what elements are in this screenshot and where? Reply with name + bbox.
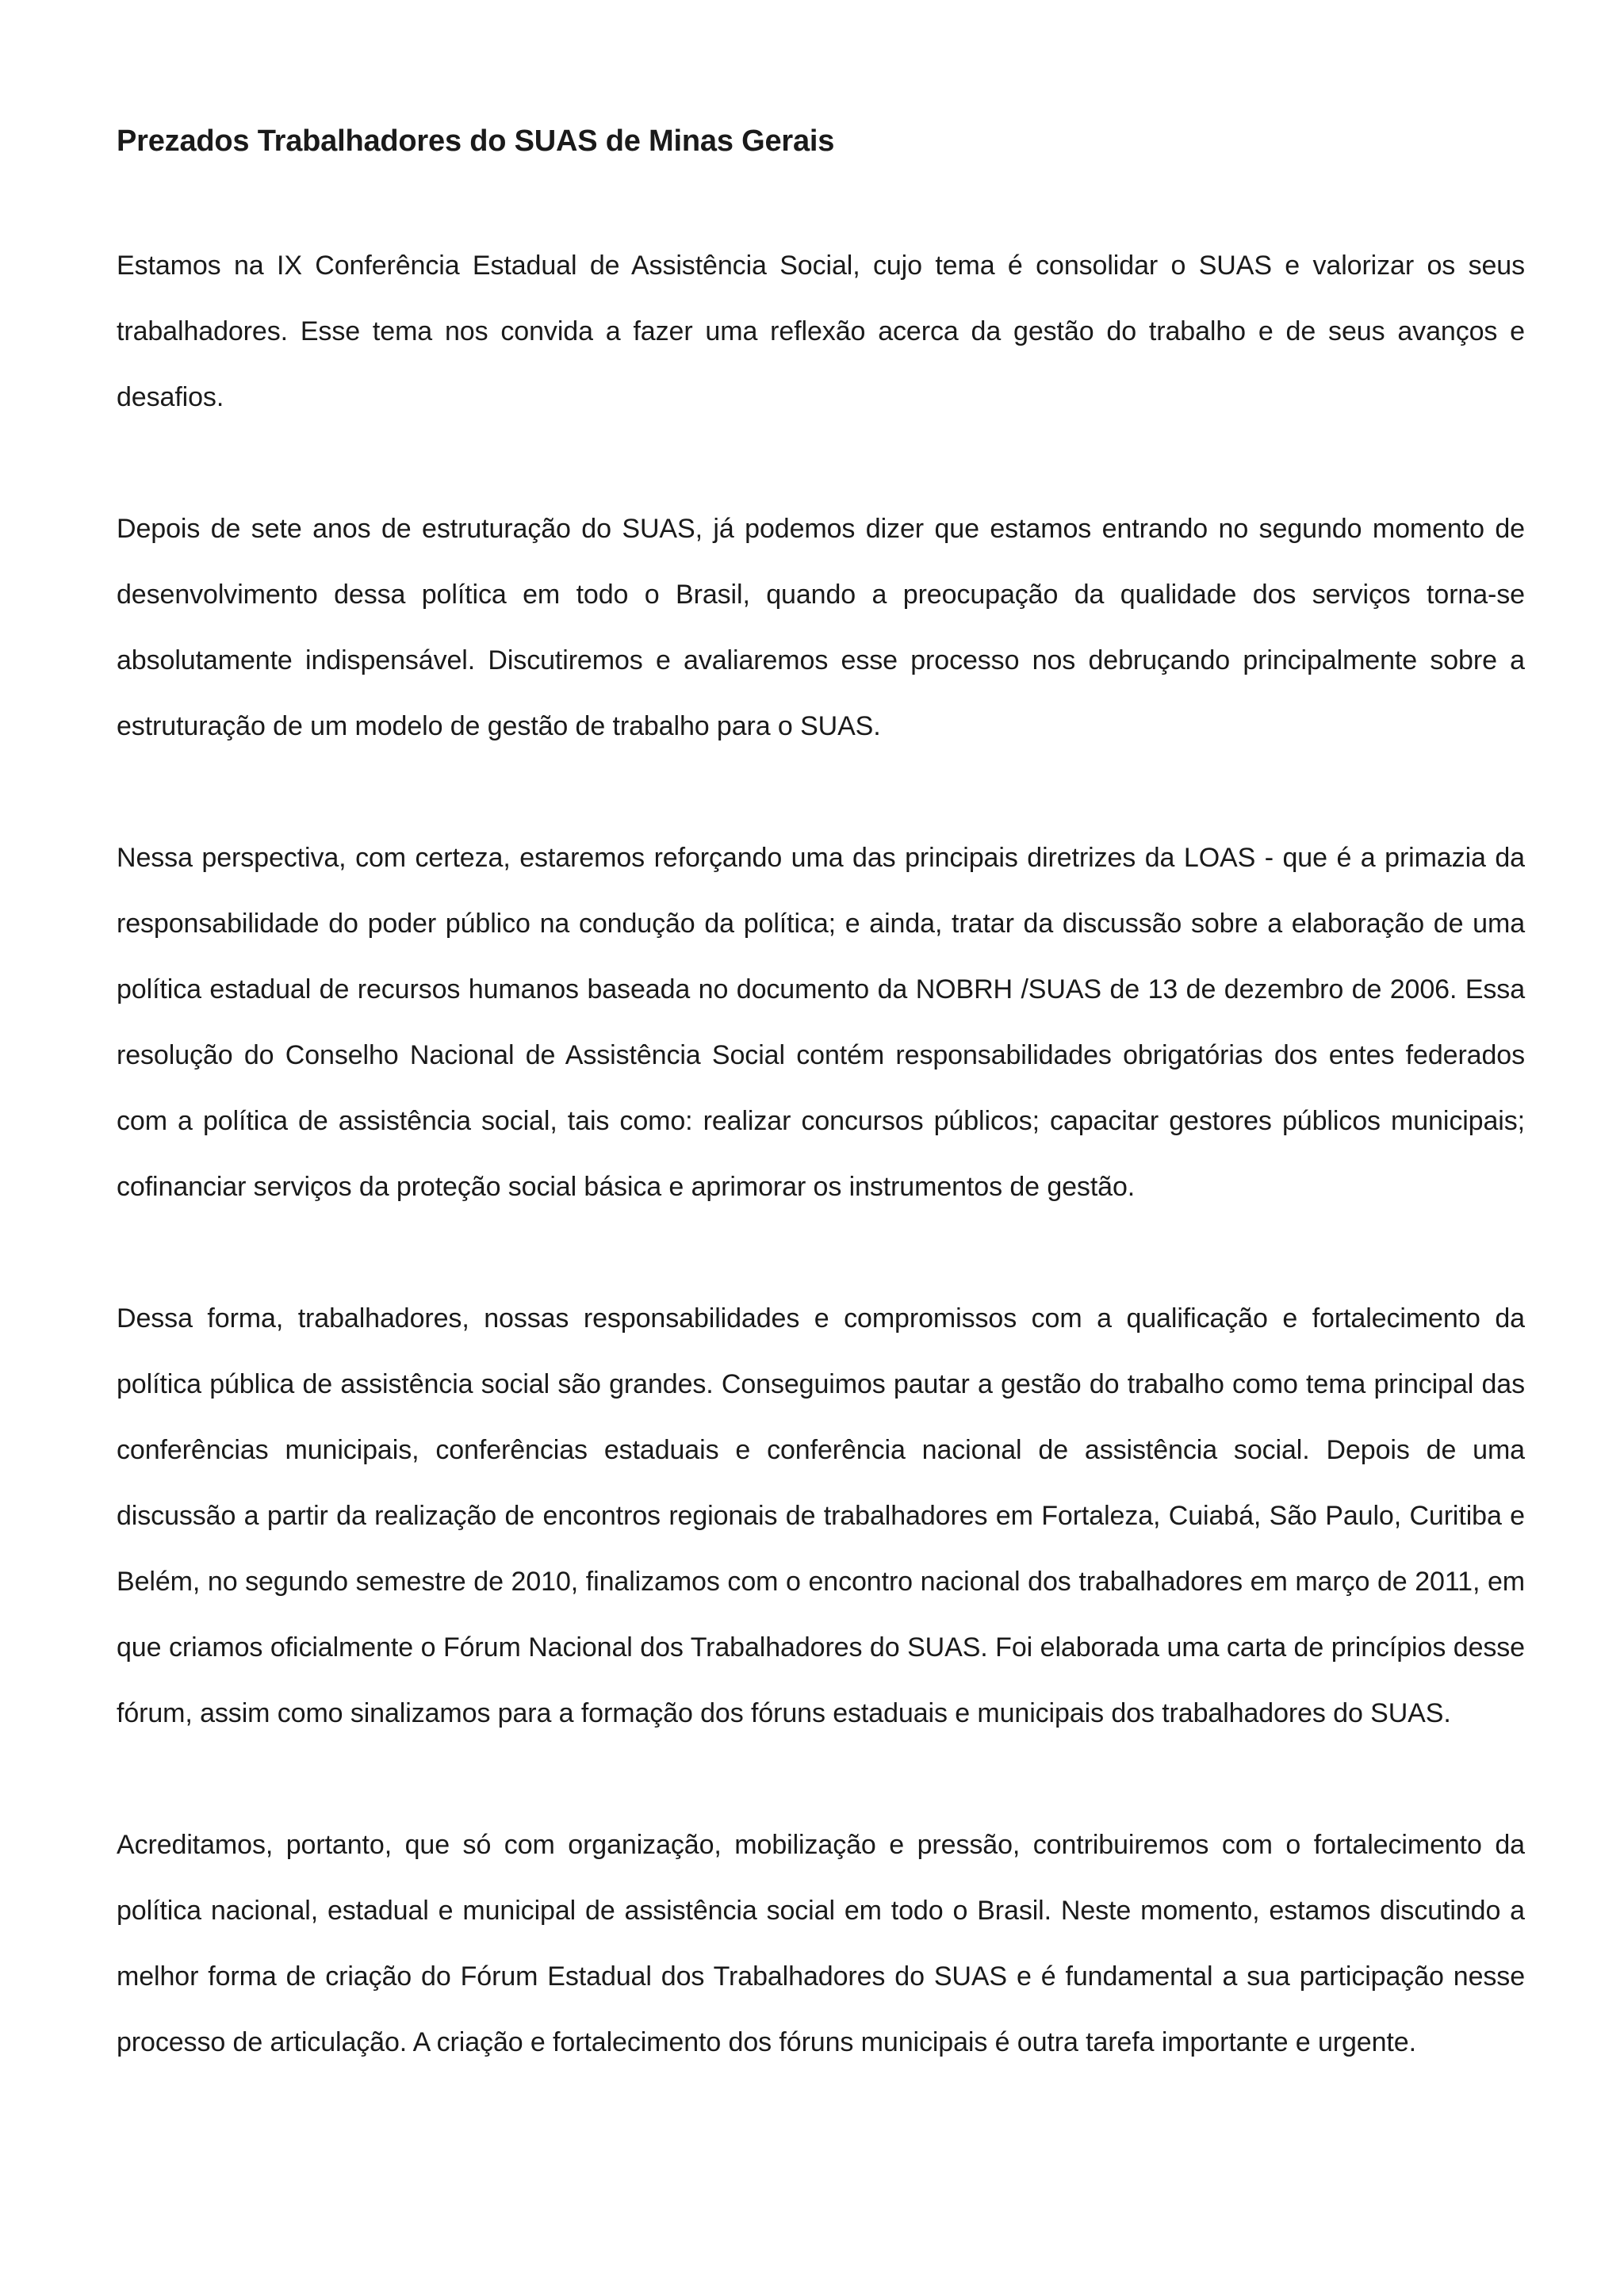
- paragraph-5: Acreditamos, portanto, que só com organização, mobilização e pressão, contribuiremos com o fortalecimento da política nacional, estadual e municipal de assistência social em todo o Brasil. Neste momento, estamos discutindo a melhor forma de criação do Fórum Estadual dos Trabalhadores do SUAS e é fundamental a sua participação nesse processo de articulação. A criação e fortalecimento dos fóruns municipais é outra tarefa importante e urgente.: [117, 1830, 1525, 2057]
- document-title: Prezados Trabalhadores do SUAS de Minas Gerais: [117, 124, 835, 158]
- paragraph-1: Estamos na IX Conferência Estadual de Assistência Social, cujo tema é consolidar o SUAS e valorizar os seus trabalhadores. Esse tema nos convida a fazer uma reflexão acerca da gestão do trabalho e de seus avanços e desafios.: [117, 251, 1525, 412]
- paragraph-2: Depois de sete anos de estruturação do SUAS, já podemos dizer que estamos entrando no segundo momento de desenvolvimento dessa política em todo o Brasil, quando a preocupação da qualidade dos serviços torna-se absolutamente indispensável. Discutiremos e avaliaremos esse processo nos debruçando principalmente sobre a estruturação de um modelo de gestão de trabalho para o SUAS.: [117, 514, 1525, 741]
- document-page: [117, 117, 1525, 2076]
- paragraph-3: Nessa perspectiva, com certeza, estaremos reforçando uma das principais diretrizes da LOAS - que é a primazia da responsabilidade do poder público na condução da política; e ainda, tratar da discussão sobre a elaboração de uma política estadual de recursos humanos baseada no documento da NOBRH /SUAS de 13 de dezembro de 2006. Essa resolução do Conselho Nacional de Assistência Social contém responsabilidades obrigatórias dos entes federados com a política de assistência social, tais como: realizar concursos públicos; capacitar gestores públicos municipais; cofinanciar serviços da proteção social básica e aprimorar os instrumentos de gestão.: [117, 843, 1525, 1202]
- paragraph-4: Dessa forma, trabalhadores, nossas responsabilidades e compromissos com a qualificação e fortalecimento da política pública de assistência social são grandes. Conseguimos pautar a gestão do trabalho como tema principal das conferências municipais, conferências estaduais e conferência nacional de assistência social. Depois de uma discussão a partir da realização de encontros regionais de trabalhadores em Fortaleza, Cuiabá, São Paulo, Curitiba e Belém, no segundo semestre de 2010, finalizamos com o encontro nacional dos trabalhadores em março de 2011, em que criamos oficialmente o Fórum Nacional dos Trabalhadores do SUAS. Foi elaborada uma carta de princípios desse fórum, assim como sinalizamos para a formação dos fóruns estaduais e municipais dos trabalhadores do SUAS.: [117, 1303, 1525, 1728]
